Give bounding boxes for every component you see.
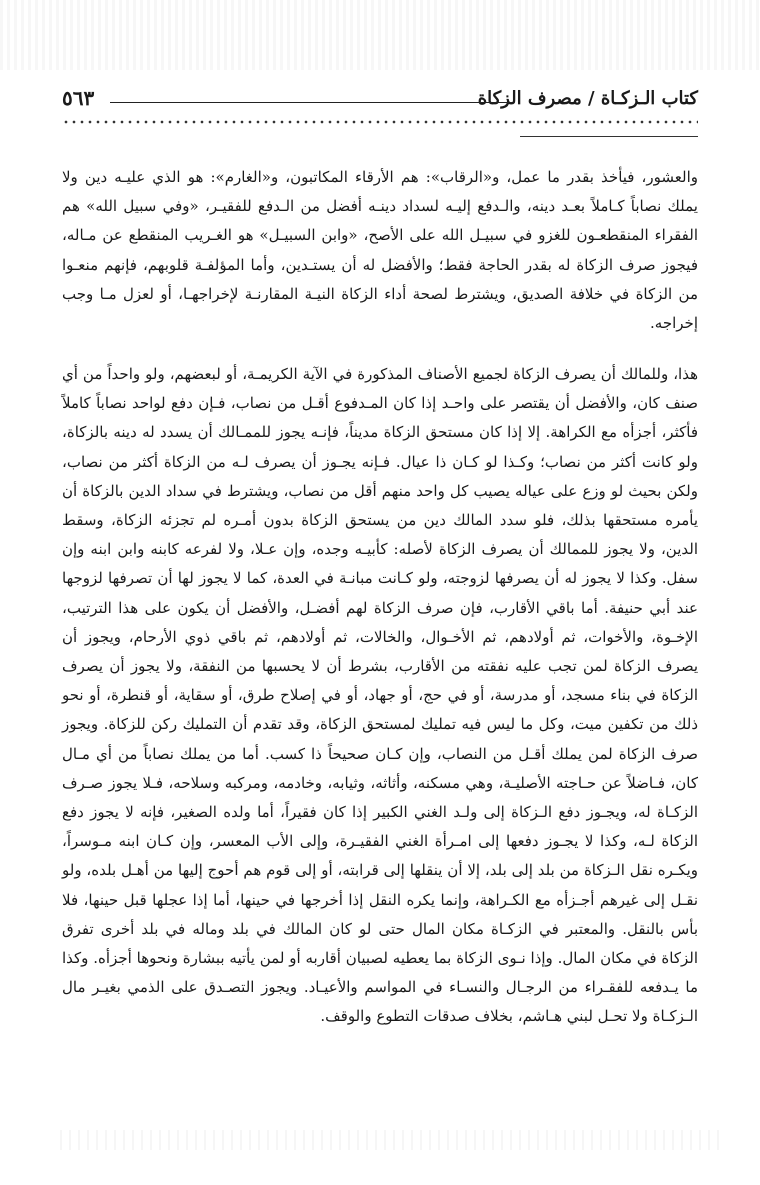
scan-noise-top [0, 0, 760, 70]
page-header [62, 82, 698, 116]
header-rule [110, 102, 512, 103]
dotted-divider [62, 118, 698, 128]
paragraph-distribution-rules: هذا، وللمالك أن يصرف الزكاة لجميع الأصناف المذكورة في الآية الكريمـة، أو لبعضهم، ولو واحداً من أي صنف كان، والأفضل أن يقتصر على واحـد إذا كان المـدفوع أقـل من نصاب، فـإن دفع لواحد نصاباً كاملاً فأكثر، أجزأه مع الكراهة. إلا إذا كان مستحق الزكاة مديناً، فإنـه يجوز للممـالك أن يسدد له دينه بالزكاة، ولو كانت أكثر من نصاب؛ وكـذا لو كـان ذا عيال. فـإنه يجـوز أن يصرف لـه من الزكاة أكثر من نصاب، ولكن بحيث لو وزع على عياله يصيب كل واحد منهم أقل من نصاب، ويشترط في سداد الدين بالزكاة أن يأمره مستحقها بذلك، فلو سدد المالك دين من يستحق الزكاة بدون أمـره لم تجزئه الزكاة، وسقط الدين، ولا يجوز للممالك أن يصرف الزكاة لأصله: كأبيـه وجده، وإن عـلا، ولا لفرعه كابنه وابن ابنه وإن سفل. وكذا لا يجوز له أن يصرفها لزوجته، ولو كـانت مبانـة في العدة، كما لا يجوز لها أن تصرفها لزوجها عند أبي حنيفة. أما باقي الأقارب، فإن صرف الزكاة لهم أفضـل، والأفضل أن يكون على هذا الترتيب، الإخـوة، والأخوات، ثم أولادهم، ثم الأخـوال، والخالات، ثم أولادهم، ثم باقي ذوي الأرحام، ويجوز أن يصرف الزكاة لمن تجب عليه نفقته من الأقارب، بشرط أن لا يحسبها من النفقة، ولا يجوز أن يصرف الزكاة في بناء مسجد، أو مدرسة، أو في حج، أو جهاد، أو في إصلاح طرق، أو سقاية، أو قنطرة، أو نحو ذلك من تكفين ميت، وكل ما ليس فيه تمليك لمستحق الزكاة، وقد تقدم أن التمليك ركن للزكاة. ويجوز صرف الزكاة لمن يملك أقـل من النصاب، وإن كـان صحيحاً ذا كسب. أما من يملك نصاباً من أي مـال كان، فـاضلاً عن حـاجته الأصليـة، وهي مسكنه، وأثاثه، وثيابه، وخادمه، ومركبه وسلاحه، فـلا يجوز صـرف الزكـاة له، ويجـوز دفع الـزكاة إلى ولـد الغني الكبير إذا كان فقيراً، أما ولده الصغير، فإنه لا يجوز دفع الزكاة لـه، وكذا لا يجـوز دفعها إلى امـرأة الغني الفقيـرة، وإلى الأب المعسر، وإن كـان ابنه مـوسراً، ويكـره نقل الـزكاة من بلد إلى بلد، إلا أن ينقلها إلى قرابته، أو إلى قوم هم أحوج إليها من أهـل بلده، ولو نقـل إلى غيرهم أجـزأه مع الكـراهة، وإنما يكره النقل إذا أخرجها في حينها، أما إذا عجلها قبل حينها، فلا بأس بالنقل. والمعتبر في الزكـاة مكان المال حتى لو كان المالك في بلد وماله في بلد أخرى تفرق الزكاة في مكان المال. وإذا نـوى الزكاة بما يعطيه لصبيان أقاربه أو لمن يأتيه ببشارة ونحوها أجزأه. وكذا ما يـدفعه للفقـراء من الرجـال والنسـاء في المواسم والأعيـاد. ويجوز التصـدق على الذمي بغيـر مال الـزكـاة ولا تحـل لبني هـاشم، بخلاف صدقات التطوع والوقف. [62, 365, 698, 1026]
running-title: كتاب الـزكـاة / مصرف الزكاة [477, 88, 698, 109]
page-number: ٥٦٣ [62, 86, 95, 110]
scan-noise-bottom [60, 1130, 720, 1150]
section-rule [520, 136, 698, 137]
paragraph-zakat-recipients: والعشور، فيأخذ بقدر ما عمل، و«الرقاب»: هم الأرقاء المكاتبون، و«الغارم»: هو الذي عليـه دين ولا يملك نصاباً كـاملاً بعـد دينه، والـدفع إليـه لسداد دينـه أفضل من الـدفع للفقيـر، «وفي سبيل الله» هم الفقراء المنقطعـون للغزو في سبيـل الله على الأصح، «وابن السبيـل» هو الغـريب المنقطع عن مـاله، فيجوز صرف الزكاة له بقدر الحاجة فقط؛ والأفضل له أن يستـدين، وأما المؤلفـة قلوبهم، فإنهم منعـوا من الزكاة في خلافة الصديق، ويشترط لصحة أداء الزكاة النيـة المقارنـة لإخراجهـا، أو لعزل مـا وجب إخراجه. [62, 168, 698, 333]
